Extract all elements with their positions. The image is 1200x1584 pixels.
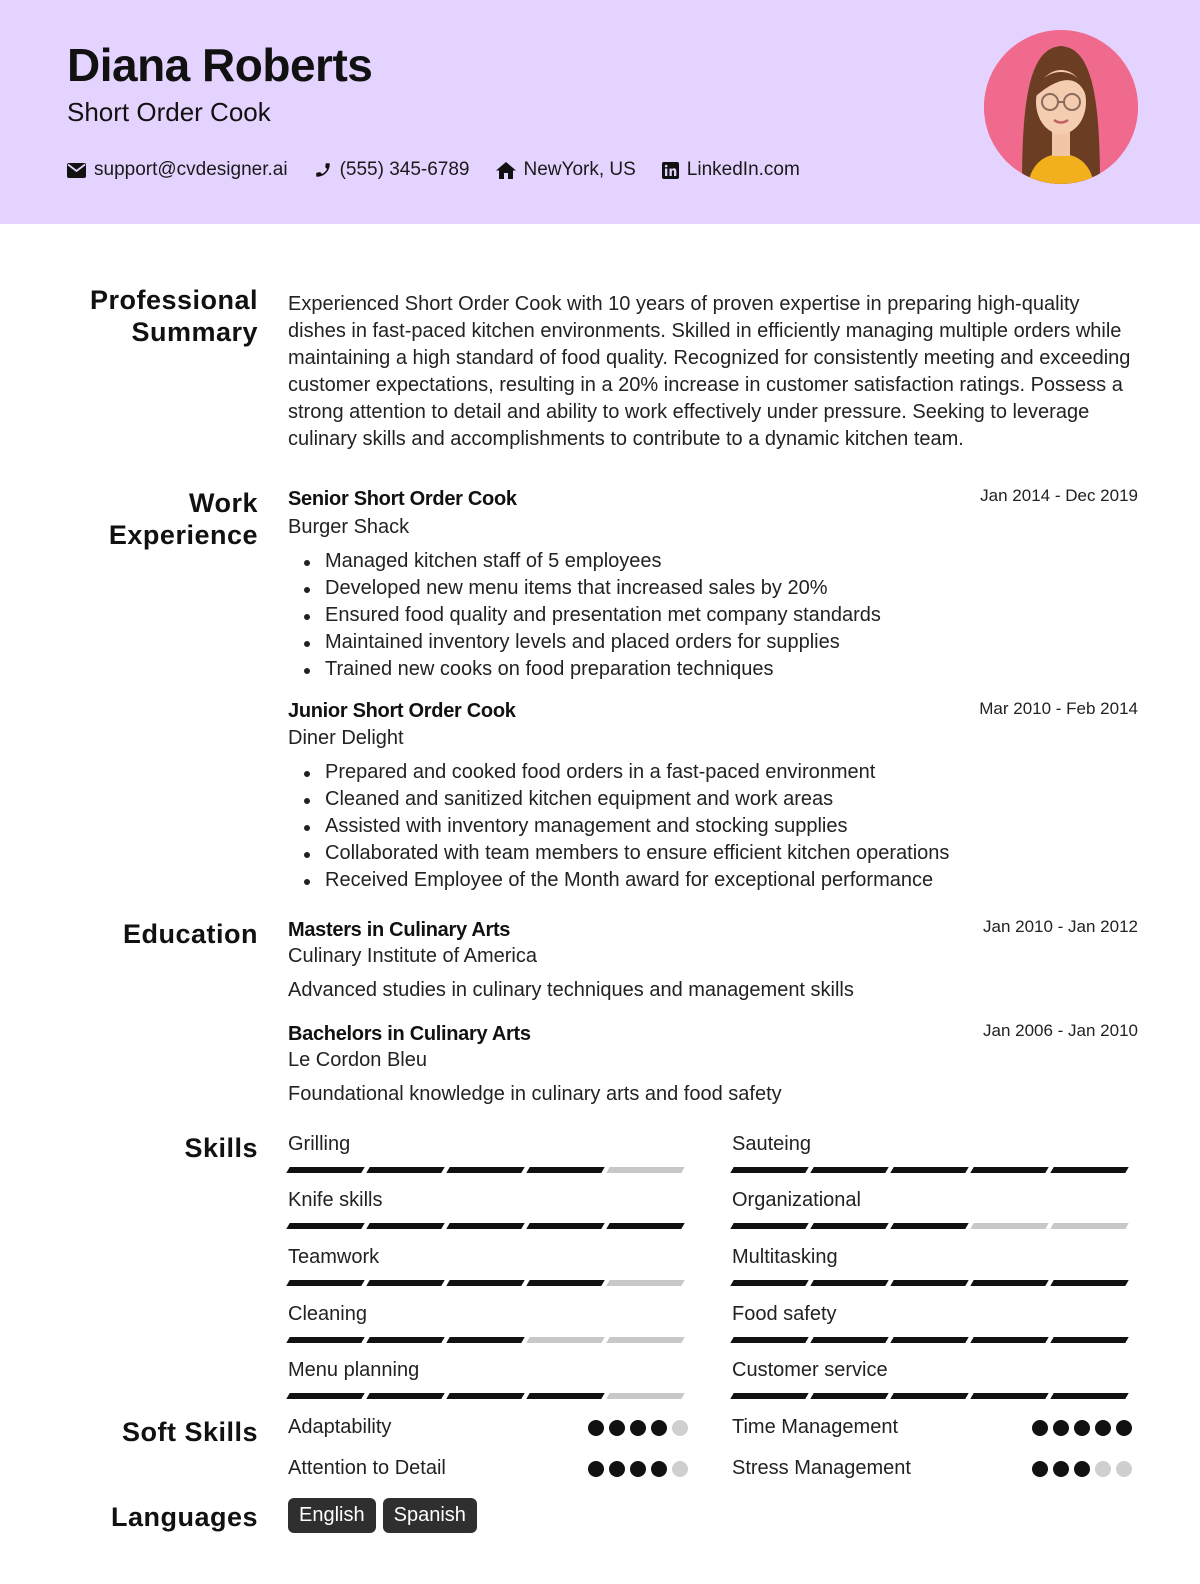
header-banner [0,0,1200,224]
language-list [288,1498,484,1533]
skill-bar-segment-filled [730,1393,808,1399]
bullet-item: Maintained inventory levels and placed orders for supplies [288,629,881,656]
skill-bar-segment-empty [606,1280,684,1286]
language-chip: English [288,1498,376,1533]
soft-skill-rating [583,1461,688,1477]
soft-skill-item [732,1416,1132,1439]
bullet-item: Ensured food quality and presentation met company standards [288,602,881,629]
skill-bar-segment-filled [286,1167,364,1173]
soft-skill-rating [1027,1461,1132,1477]
skill-bar-segment-filled [366,1167,444,1173]
skill-bar-segment-filled [810,1167,888,1173]
skill-bar-segment-filled [446,1223,524,1229]
skill-name: Menu planning [288,1359,420,1381]
skill-bar-segment-filled [1050,1337,1128,1343]
rating-dot-empty [1116,1461,1132,1477]
skill-bar-segment-filled [286,1280,364,1286]
envelope-icon [67,163,86,178]
skill-bar-segment-filled [730,1223,808,1229]
rating-dot-filled [651,1461,667,1477]
skill-bar-segment-filled [286,1337,364,1343]
education-description: Foundational knowledge in culinary arts and food safety [288,1083,782,1105]
skill-name: Cleaning [288,1303,367,1325]
skill-bar-segment-filled [286,1393,364,1399]
rating-dot-empty [672,1461,688,1477]
skill-bar-segment-empty [606,1393,684,1399]
skill-bar-segment-filled [1050,1167,1128,1173]
summary-text: Experienced Short Order Cook with 10 years of proven expertise in preparing high-quality dishes in fast-paced kitchen environments. Skilled in efficiently managing multiple orders while maintaining a high standard of food quality. Recognized for consistently meeting and exceeding customer expectations, resulting in a 20% increase in customer satisfaction ratings. Possess a strong attention to detail and ability to work effectively under pressure. Seeking to leverage culinary skills and accomplishments to contribute to a dynamic kitchen team. [288,293,1131,450]
company-name: Burger Shack [288,516,410,538]
skill-bar-segment-filled [366,1280,444,1286]
skill-bar-segment-empty [1050,1223,1128,1229]
contact-row [67,159,826,181]
skill-bar-segment-filled [970,1280,1048,1286]
phone-icon [314,161,332,179]
skill-name: Grilling [288,1133,351,1155]
skill-item [732,1246,1132,1286]
soft-skill-item [288,1457,688,1480]
home-icon [496,162,516,179]
education-dates: Jan 2006 - Jan 2010 [982,1021,1138,1040]
skill-item [732,1189,1132,1229]
job-bullets [288,548,881,683]
email-text: support@cvdesigner.ai [94,159,288,180]
skill-item [732,1303,1132,1343]
section-label-soft-skills: Soft Skills [121,1417,258,1447]
job-dates: Jan 2014 - Dec 2019 [980,486,1138,505]
skill-bar-segment-filled [730,1167,808,1173]
skill-bar-segment-empty [526,1337,604,1343]
education-description: Advanced studies in culinary techniques and management skills [288,979,854,1001]
linkedin-icon [662,162,679,179]
bullet-item: Managed kitchen staff of 5 employees [288,548,881,575]
job-role: Junior Short Order Cook [288,700,516,722]
skill-bar-segment-filled [970,1337,1048,1343]
rating-dot-filled [1053,1420,1069,1436]
skill-bar-segment-empty [606,1337,684,1343]
soft-skill-name: Stress Management [732,1457,911,1479]
skill-level-bar [732,1280,1132,1286]
skill-level-bar [288,1223,688,1229]
skill-bar-segment-filled [1050,1280,1128,1286]
skill-bar-segment-filled [526,1393,604,1399]
section-label-experience: Work Experience [108,488,258,550]
soft-skill-item [732,1457,1132,1480]
skill-level-bar [732,1393,1132,1399]
skill-item [288,1133,688,1173]
skill-bar-segment-filled [366,1393,444,1399]
skill-name: Organizational [732,1189,861,1211]
contact-location [496,159,636,181]
skill-bar-segment-filled [810,1337,888,1343]
school-name: Le Cordon Bleu [288,1049,427,1071]
rating-dot-filled [588,1420,604,1436]
language-chip: Spanish [383,1498,477,1533]
profile-photo [984,30,1138,184]
bullet-item: Assisted with inventory management and stocking supplies [288,813,949,840]
rating-dot-filled [1116,1420,1132,1436]
soft-skill-rating [583,1420,688,1436]
skill-item [732,1133,1132,1173]
skill-level-bar [288,1280,688,1286]
skill-bar-segment-filled [730,1280,808,1286]
skill-bar-segment-filled [810,1223,888,1229]
skill-bar-segment-filled [286,1223,364,1229]
skill-bar-segment-filled [1050,1393,1128,1399]
candidate-name: Diana Roberts [67,39,373,91]
skill-bar-segment-filled [446,1393,524,1399]
section-label-summary: Professional Summary [89,285,258,347]
rating-dot-filled [1095,1420,1111,1436]
skill-item [288,1189,688,1229]
skill-level-bar [288,1337,688,1343]
soft-skill-item [288,1416,688,1439]
skill-name: Knife skills [288,1189,383,1211]
skill-item [732,1359,1132,1399]
skill-bar-segment-filled [366,1223,444,1229]
rating-dot-filled [1053,1461,1069,1477]
skill-level-bar [732,1223,1132,1229]
rating-dot-filled [609,1461,625,1477]
skill-level-bar [288,1393,688,1399]
skill-bar-segment-filled [970,1393,1048,1399]
rating-dot-empty [1095,1461,1111,1477]
bullet-item: Prepared and cooked food orders in a fast-paced environment [288,759,949,786]
contact-linkedin[interactable] [662,159,800,181]
skill-bar-segment-filled [606,1223,684,1229]
skill-bar-segment-filled [890,1167,968,1173]
skill-bar-segment-filled [890,1223,968,1229]
rating-dot-filled [1074,1461,1090,1477]
skill-bar-segment-filled [446,1280,524,1286]
skill-name: Customer service [732,1359,888,1381]
job-bullets [288,759,949,894]
rating-dot-filled [630,1461,646,1477]
skill-bar-segment-filled [730,1337,808,1343]
rating-dot-filled [588,1461,604,1477]
skill-bar-segment-empty [970,1223,1048,1229]
skill-bar-segment-filled [890,1280,968,1286]
soft-skill-name: Adaptability [288,1416,392,1438]
rating-dot-filled [1032,1461,1048,1477]
skill-bar-segment-filled [890,1337,968,1343]
skill-bar-segment-filled [446,1337,524,1343]
skill-bar-segment-empty [606,1167,684,1173]
job-role: Senior Short Order Cook [288,488,517,510]
skill-bar-segment-filled [970,1167,1048,1173]
soft-skill-name: Time Management [732,1416,898,1438]
bullet-item: Cleaned and sanitized kitchen equipment and work areas [288,786,949,813]
skill-name: Food safety [732,1303,837,1325]
bullet-item: Trained new cooks on food preparation techniques [288,656,881,683]
skill-bar-segment-filled [366,1337,444,1343]
school-name: Culinary Institute of America [288,945,537,967]
location-text: NewYork, US [523,159,636,180]
rating-dot-filled [1032,1420,1048,1436]
rating-dot-empty [672,1420,688,1436]
section-label-skills: Skills [184,1133,258,1163]
skill-level-bar [288,1167,688,1173]
contact-phone[interactable] [314,159,470,181]
rating-dot-filled [609,1420,625,1436]
degree-title: Masters in Culinary Arts [288,919,511,941]
education-dates: Jan 2010 - Jan 2012 [982,917,1138,936]
skill-item [288,1303,688,1343]
skill-bar-segment-filled [810,1280,888,1286]
rating-dot-filled [651,1420,667,1436]
skill-bar-segment-filled [890,1393,968,1399]
skill-bar-segment-filled [810,1393,888,1399]
skill-bar-segment-filled [526,1167,604,1173]
degree-title: Bachelors in Culinary Arts [288,1023,531,1045]
contact-email[interactable] [67,159,288,181]
skill-bar-segment-filled [446,1167,524,1173]
bullet-item: Collaborated with team members to ensure efficient kitchen operations [288,840,949,867]
rating-dot-filled [1074,1420,1090,1436]
skill-bar-segment-filled [526,1280,604,1286]
rating-dot-filled [630,1420,646,1436]
skill-level-bar [732,1337,1132,1343]
skill-bar-segment-filled [526,1223,604,1229]
skill-name: Multitasking [732,1246,838,1268]
skill-level-bar [732,1167,1132,1173]
bullet-item: Received Employee of the Month award for exceptional performance [288,867,949,894]
job-dates: Mar 2010 - Feb 2014 [979,699,1138,718]
job-title: Short Order Cook [67,97,271,127]
soft-skill-rating [1027,1420,1132,1436]
soft-skill-name: Attention to Detail [288,1457,446,1479]
bullet-item: Developed new menu items that increased sales by 20% [288,575,881,602]
linkedin-text: LinkedIn.com [686,159,800,180]
skill-item [288,1246,688,1286]
section-label-education: Education [122,919,258,949]
phone-text: (555) 345-6789 [339,159,470,180]
section-label-languages: Languages [110,1502,258,1532]
skill-name: Sauteing [732,1133,811,1155]
company-name: Diner Delight [288,727,404,749]
skill-item [288,1359,688,1399]
skill-name: Teamwork [288,1246,380,1268]
